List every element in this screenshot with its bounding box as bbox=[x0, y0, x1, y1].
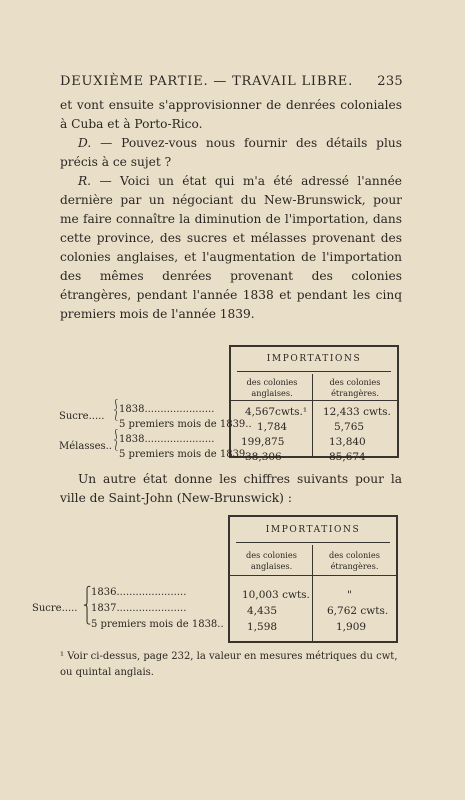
t2-period-1838: 5 premiers mois de 1838.. bbox=[91, 619, 224, 630]
body-text-2 bbox=[60, 470, 402, 508]
t1-melasses-1839-etrangeres: 85,674 bbox=[329, 451, 366, 463]
table-1-col-etrangeres: des colonies étrangères. bbox=[329, 377, 381, 398]
importations-table-2 bbox=[228, 515, 398, 643]
table-2-divider bbox=[312, 545, 313, 641]
body-text bbox=[60, 96, 402, 324]
paragraph-4: Un autre état donne les chiffres suivants pour la ville de Saint-John (New-Brunswick) : bbox=[60, 472, 402, 505]
table-1-heading: IMPORTATIONS bbox=[266, 354, 362, 364]
table-2-subrule bbox=[230, 575, 396, 576]
importations-table-1 bbox=[229, 345, 399, 463]
t2-period-1836: 1836...................... bbox=[91, 587, 187, 598]
t2-1836-anglaises: 10,003 cwts. bbox=[242, 589, 310, 601]
t1-label-sucre: Sucre..... bbox=[59, 411, 105, 422]
t1-period-melasses-1839: 5 premiers mois de 1839.. bbox=[119, 449, 252, 460]
t1-label-melasses: Mélasses.. bbox=[59, 441, 112, 452]
t2-period-1837: 1837...................... bbox=[91, 603, 187, 614]
table-2-rule bbox=[236, 542, 390, 543]
page-number: 235 bbox=[377, 74, 403, 89]
t1-sucre-1839-etrangeres: 5,765 bbox=[334, 421, 365, 433]
t1-melasses-1838-etrangeres: 13,840 bbox=[329, 436, 366, 448]
t1-brace-melasses: ⎰ ⎱ bbox=[111, 430, 121, 452]
t1-sucre-1838-etrangeres: 12,433 cwts. bbox=[323, 406, 391, 418]
table-1-rule bbox=[237, 371, 391, 372]
speaker-r: R. bbox=[78, 174, 92, 188]
t1-period-melasses-1838: 1838...................... bbox=[119, 434, 215, 445]
running-header bbox=[60, 74, 403, 89]
paragraph-1: et vont ensuite s'approvisionner de denrées coloniales à Cuba et à Porto-Rico. bbox=[60, 98, 402, 131]
t1-period-sucre-1839: 5 premiers mois de 1839.. bbox=[119, 419, 252, 430]
table-1-subrule bbox=[231, 400, 397, 401]
t2-1837-etrangeres: 6,762 cwts. bbox=[327, 605, 389, 617]
t2-brace-sucre: ⎧ ⎨ ⎩ bbox=[83, 586, 92, 625]
header-title: DEUXIÈME PARTIE. — TRAVAIL LIBRE. bbox=[60, 74, 354, 89]
table-2-col-anglaises: des colonies anglaises. bbox=[246, 550, 297, 571]
t1-sucre-1839-anglaises: 1,784 bbox=[257, 421, 288, 433]
t1-sucre-1838-anglaises: 4,567cwts.¹ bbox=[245, 406, 308, 418]
table-1-divider bbox=[312, 374, 313, 456]
t2-1838-etrangeres: 1,909 bbox=[336, 621, 367, 633]
speaker-d: D. bbox=[78, 136, 92, 150]
paragraph-2-text: — Pouvez-vous nous fournir des détails plus précis à ce sujet ? bbox=[60, 136, 402, 169]
t2-1836-etrangeres: " bbox=[347, 589, 352, 601]
t1-melasses-1838-anglaises: 199,875 bbox=[241, 436, 285, 448]
footnote: ¹ Voir ci-dessus, page 232, la valeur en mesures métriques du cwt, ou quintal anglais. bbox=[60, 651, 398, 678]
t1-period-sucre-1838: 1838...................... bbox=[119, 404, 215, 415]
paragraph-3 bbox=[60, 172, 402, 324]
t2-1838-anglaises: 1,598 bbox=[247, 621, 278, 633]
table-1-col-anglaises: des colonies anglaises. bbox=[246, 377, 298, 398]
t1-brace-sucre: ⎰ ⎱ bbox=[111, 400, 121, 422]
paragraph-3-text: — Voici un état qui m'a été adressé l'année dernière par un négociant du New-Brunswick, pour me faire connaître la diminution de l'importation, dans cette province, des sucres et mélasses provenant des colonies anglaises, et l'augmentation de l'importation des mêmes denrées provenant des colonies étrangères, pendant l'année 1838 et pendant les cinq premiers mois de l'année 1839. bbox=[60, 174, 402, 321]
table-2-heading: IMPORTATIONS bbox=[265, 525, 361, 535]
t2-1837-anglaises: 4,435 bbox=[247, 605, 278, 617]
t1-melasses-1839-anglaises: 38,306 bbox=[245, 451, 282, 463]
paragraph-2 bbox=[60, 134, 402, 172]
table-2-col-etrangeres: des colonies étrangères. bbox=[329, 550, 380, 571]
t2-label-sucre: Sucre..... bbox=[32, 603, 78, 614]
